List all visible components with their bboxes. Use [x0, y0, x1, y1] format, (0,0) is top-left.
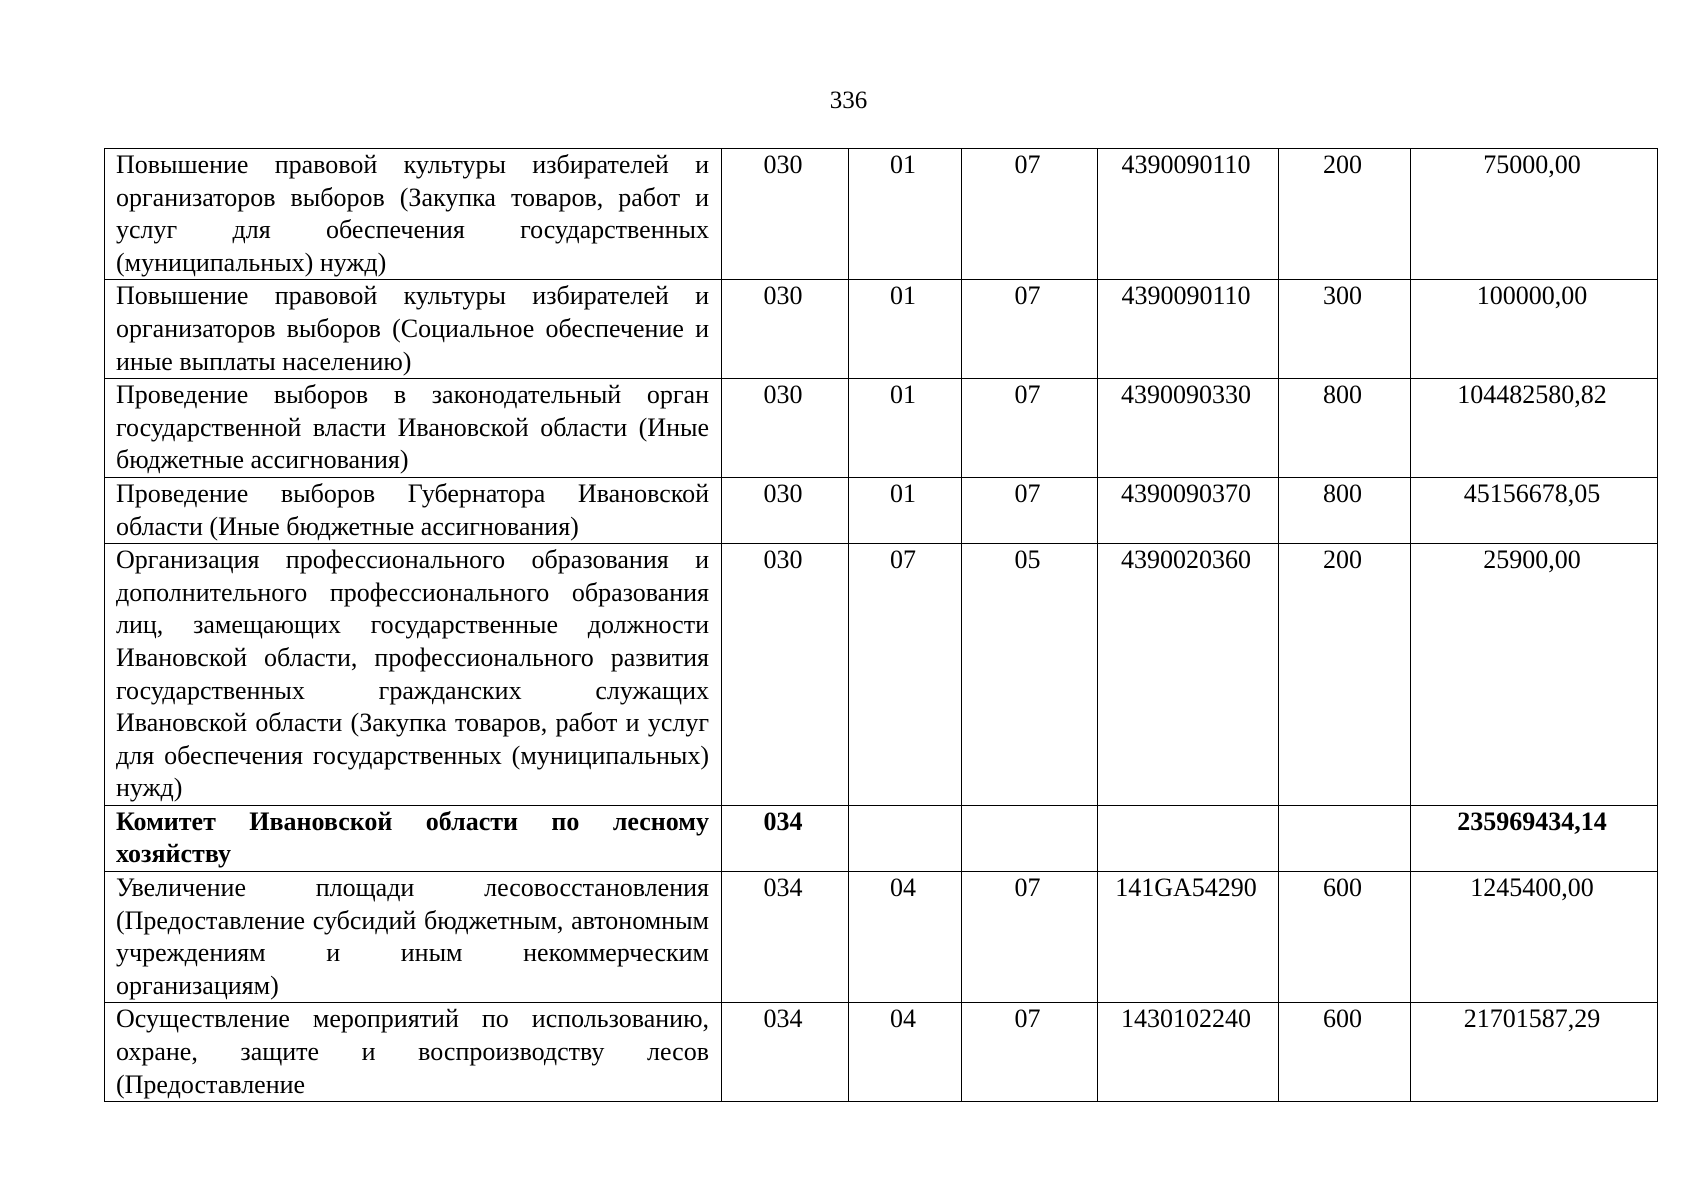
target-article-code: 4390090330	[1098, 379, 1279, 478]
table-row	[105, 149, 1658, 280]
section-code: 04	[849, 1003, 962, 1102]
amount: 21701587,29	[1411, 1003, 1658, 1102]
subsection-code: 05	[962, 544, 1098, 806]
amount: 1245400,00	[1411, 872, 1658, 1003]
expense-type-code: 800	[1279, 379, 1411, 478]
subsection-code: 07	[962, 280, 1098, 379]
subsection-code	[962, 805, 1098, 871]
expense-description: Повышение правовой культуры избирателей и организаторов выборов (Закупка товаров, работ и услуг для обеспечения государственных (муниципальных) нужд)	[105, 149, 722, 280]
target-article-code	[1098, 805, 1279, 871]
target-article-code: 4390090370	[1098, 477, 1279, 543]
expense-type-code: 200	[1279, 544, 1411, 806]
subsection-code: 07	[962, 477, 1098, 543]
target-article-code: 4390020360	[1098, 544, 1279, 806]
subsection-code: 07	[962, 149, 1098, 280]
target-article-code: 1430102240	[1098, 1003, 1279, 1102]
subsection-code: 07	[962, 872, 1098, 1003]
expense-description: Проведение выборов в законодательный орган государственной власти Ивановской области (Иные бюджетные ассигнования)	[105, 379, 722, 478]
section-code: 01	[849, 149, 962, 280]
ministry-code: 030	[722, 544, 849, 806]
amount: 25900,00	[1411, 544, 1658, 806]
table-row	[105, 379, 1658, 478]
page-number: 336	[829, 87, 868, 114]
target-article-code: 141GA54290	[1098, 872, 1279, 1003]
section-code: 07	[849, 544, 962, 806]
amount: 100000,00	[1411, 280, 1658, 379]
expense-type-code: 200	[1279, 149, 1411, 280]
expense-type-code: 600	[1279, 872, 1411, 1003]
expense-description: Организация профессионального образования и дополнительного профессионального образования лиц, замещающих государственные должности Ивановской области, профессионального развития государственных гражданских служащих Ивановской области (Закупка товаров, работ и услуг для обеспечения государственных (муниципальных) нужд)	[105, 544, 722, 806]
expense-description: Повышение правовой культуры избирателей и организаторов выборов (Социальное обеспечение и иные выплаты населению)	[105, 280, 722, 379]
subsection-code: 07	[962, 379, 1098, 478]
table-row	[105, 477, 1658, 543]
expense-type-code: 600	[1279, 1003, 1411, 1102]
table-row	[105, 872, 1658, 1003]
expense-description: Осуществление мероприятий по использованию, охране, защите и воспроизводству лесов (Предоставление	[105, 1003, 722, 1102]
ministry-code: 030	[722, 379, 849, 478]
table-row	[105, 1003, 1658, 1102]
expense-description: Комитет Ивановской области по лесному хозяйству	[105, 805, 722, 871]
section-code: 01	[849, 379, 962, 478]
ministry-code: 034	[722, 805, 849, 871]
amount: 75000,00	[1411, 149, 1658, 280]
table-row	[105, 280, 1658, 379]
amount: 45156678,05	[1411, 477, 1658, 543]
expense-type-code: 800	[1279, 477, 1411, 543]
section-code	[849, 805, 962, 871]
table-row	[105, 805, 1658, 871]
target-article-code: 4390090110	[1098, 280, 1279, 379]
table-row	[105, 544, 1658, 806]
ministry-code: 030	[722, 477, 849, 543]
section-code: 04	[849, 872, 962, 1003]
section-code: 01	[849, 477, 962, 543]
ministry-code: 034	[722, 872, 849, 1003]
section-code: 01	[849, 280, 962, 379]
target-article-code: 4390090110	[1098, 149, 1279, 280]
ministry-code: 030	[722, 149, 849, 280]
expense-type-code: 300	[1279, 280, 1411, 379]
ministry-code: 030	[722, 280, 849, 379]
ministry-code: 034	[722, 1003, 849, 1102]
expense-description: Увеличение площади лесовосстановления (Предоставление субсидий бюджетным, автономным учреждениям и иным некоммерческим организациям)	[105, 872, 722, 1003]
amount: 104482580,82	[1411, 379, 1658, 478]
expense-description: Проведение выборов Губернатора Ивановской области (Иные бюджетные ассигнования)	[105, 477, 722, 543]
budget-table	[104, 148, 1658, 1102]
subsection-code: 07	[962, 1003, 1098, 1102]
expense-type-code	[1279, 805, 1411, 871]
amount: 235969434,14	[1411, 805, 1658, 871]
